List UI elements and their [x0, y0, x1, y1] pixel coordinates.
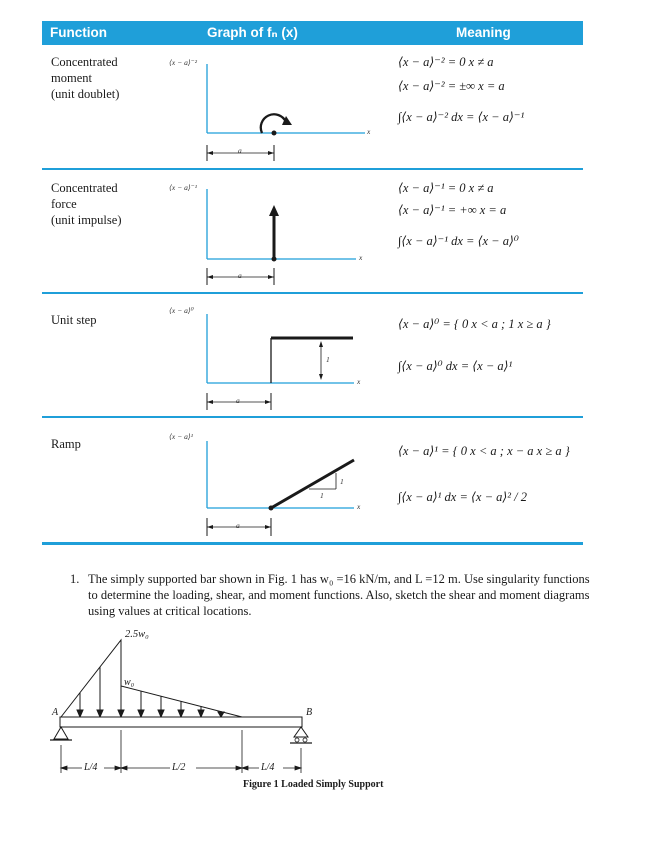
row3-x-label: x — [357, 377, 361, 386]
row4-ramp-run: 1 — [320, 491, 324, 500]
load-arrows — [77, 640, 224, 717]
row2-y-label: ⟨x − a⟩⁻¹ — [169, 183, 197, 192]
row3-eq2: ∫⟨x − a⟩⁰ dx = ⟨x − a⟩¹ — [398, 359, 513, 373]
load-label: w₀ — [124, 677, 135, 688]
row4-function-name: Ramp — [51, 437, 81, 451]
row2-eq3: ∫⟨x − a⟩⁻¹ dx = ⟨x − a⟩⁰ — [398, 234, 519, 248]
row4-x-label: x — [357, 502, 361, 511]
row1-function-name: Concentrated moment (unit doublet) — [51, 55, 120, 101]
dim-label-1: L/4 — [84, 762, 98, 773]
row2-eq2: ⟨x − a⟩⁻¹ = +∞ x = a — [398, 203, 507, 217]
row1-y-label: ⟨x − a⟩⁻² — [169, 58, 197, 67]
row1-offset-label: a — [238, 146, 242, 155]
problem-number: 1. — [70, 572, 80, 586]
row3-function-name: Unit step — [51, 313, 97, 327]
row3-y-label: ⟨x − a⟩⁰ — [169, 306, 194, 315]
row1-x-label: x — [367, 127, 371, 136]
row4-eq2: ∫⟨x − a⟩¹ dx = ⟨x − a⟩² / 2 — [398, 490, 527, 504]
dim-label-2: L/2 — [172, 762, 186, 773]
row4-eq1: ⟨x − a⟩¹ = { 0 x < a ; x − a x ≥ a } — [398, 444, 570, 458]
row4-offset-label: a — [236, 521, 240, 530]
row4-ramp-rise: 1 — [340, 477, 344, 486]
problem-text: The simply supported bar shown in Fig. 1 has w₀ =16 kN/m, and L =12 m. Use singularity functions to determine the loading, shear, and moment functions. Also, sketch the shear and moment diagrams using values at critical locations. — [88, 572, 590, 618]
row2-function-name: Concentrated force (unit impulse) — [51, 181, 122, 227]
figure-caption: Figure 1 Loaded Simply Support — [243, 779, 384, 790]
header-graph: Graph of fₙ (x) — [207, 25, 298, 40]
row1-eq2: ⟨x − a⟩⁻² = ±∞ x = a — [398, 79, 505, 93]
row3-step-height: 1 — [326, 355, 330, 364]
row3-eq1: ⟨x − a⟩⁰ = { 0 x < a ; 1 x ≥ a } — [398, 317, 551, 331]
row2-offset-label: a — [238, 271, 242, 280]
support-a-label: A — [52, 707, 59, 718]
row4-y-label: ⟨x − a⟩¹ — [169, 432, 193, 441]
support-b-label: B — [306, 707, 313, 718]
header-function: Function — [50, 25, 107, 40]
row2-eq1: ⟨x − a⟩⁻¹ = 0 x ≠ a — [398, 181, 494, 195]
row1-eq3: ∫⟨x − a⟩⁻² dx = ⟨x − a⟩⁻¹ — [398, 110, 525, 124]
peak-load-label: 2.5w₀ — [125, 629, 149, 640]
row2-x-label: x — [359, 253, 363, 262]
dim-label-3: L/4 — [261, 762, 275, 773]
row1-eq1: ⟨x − a⟩⁻² = 0 x ≠ a — [398, 55, 494, 69]
header-meaning: Meaning — [456, 25, 511, 40]
row3-offset-label: a — [236, 396, 240, 405]
